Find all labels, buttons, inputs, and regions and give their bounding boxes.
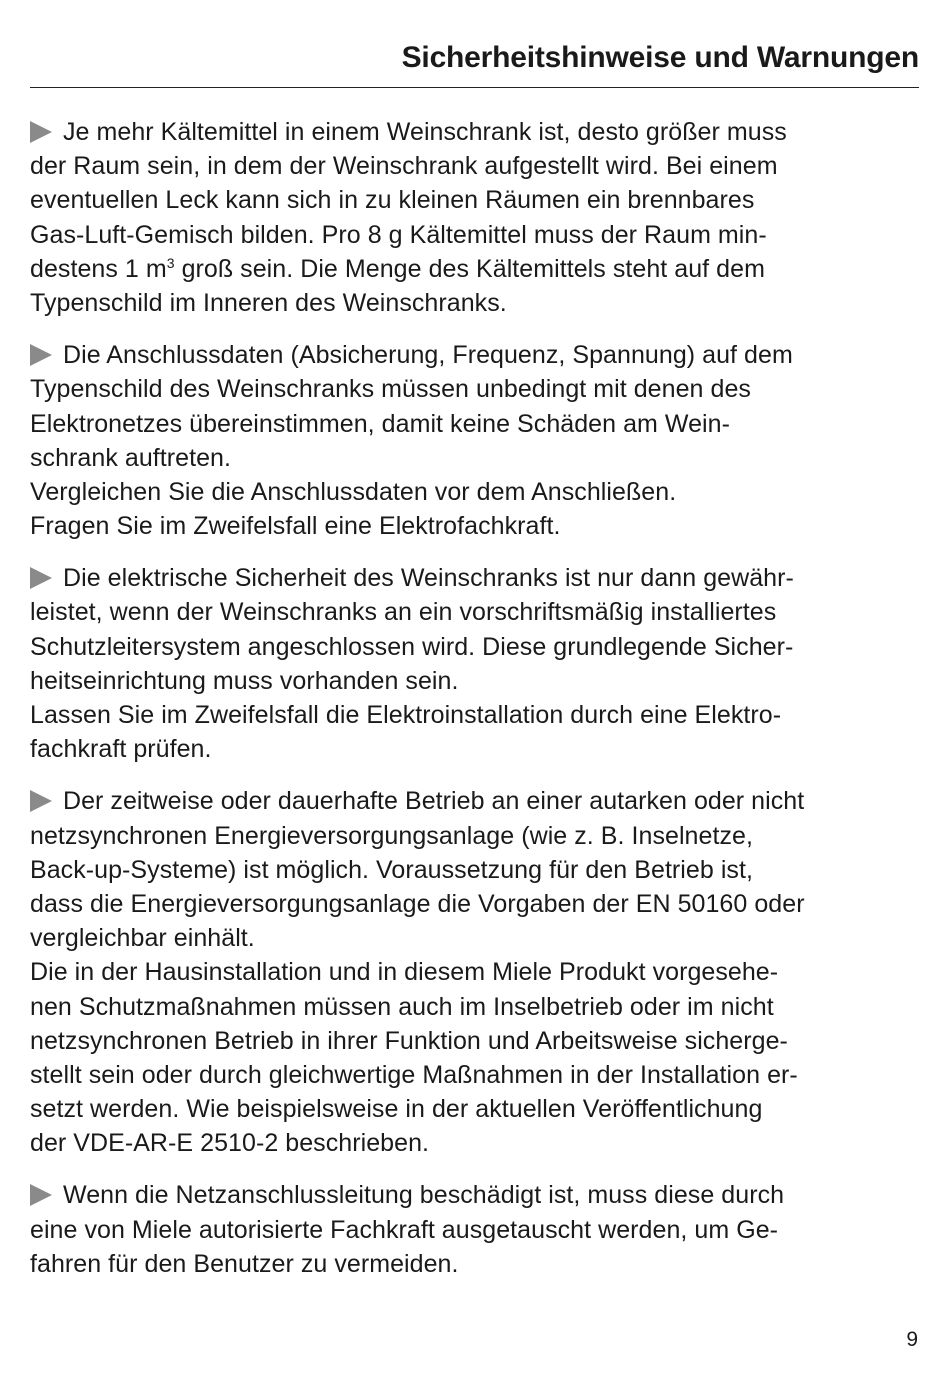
safety-note-island-operation: [30, 784, 922, 1160]
text-line: fahren für den Benutzer zu vermeiden.: [30, 1249, 459, 1278]
text-line: Die elektrische Sicherheit des Weinschranks ist nur dann gewähr-: [30, 561, 922, 595]
text-line: eine von Miele autorisierte Fachkraft ausgetauscht werden, um Ge-: [30, 1215, 779, 1244]
safety-note-electrical-safety: [30, 561, 922, 766]
bullet-arrow-icon: [30, 1184, 52, 1206]
bullet-arrow-icon: [30, 567, 52, 589]
text-line: Der zeitweise oder dauerhafte Betrieb an einer autarken oder nicht: [30, 784, 922, 818]
text-line: Gas-Luft-Gemisch bilden. Pro 8 g Kältemittel muss der Raum min-: [30, 220, 767, 249]
text-line: netzsynchronen Energieversorgungsanlage (wie z. B. Inselnetze,: [30, 821, 753, 850]
text-line: stellt sein oder durch gleichwertige Maßnahmen in der Installation er-: [30, 1060, 798, 1089]
text-line: der Raum sein, in dem der Weinschrank aufgestellt wird. Bei einem: [30, 152, 778, 181]
text-line: schrank auftreten.: [30, 443, 232, 472]
text-line: Wenn die Netzanschlussleitung beschädigt ist, muss diese durch: [30, 1178, 922, 1212]
text-line: Typenschild des Weinschranks müssen unbedingt mit denen des: [30, 375, 751, 404]
text-line: Back-up-Systeme) ist möglich. Voraussetzung für den Betrieb ist,: [30, 855, 753, 884]
text-line: fachkraft prüfen.: [30, 735, 212, 764]
text-line: leistet, wenn der Weinschranks an ein vorschriftsmäßig installiertes: [30, 598, 777, 627]
text-line: Die Anschlussdaten (Absicherung, Frequenz, Spannung) auf dem: [30, 338, 922, 372]
text-line: eventuellen Leck kann sich in zu kleinen Räumen ein brennbares: [30, 186, 755, 215]
page-title: Sicherheitshinweise und Warnungen: [401, 41, 919, 74]
text-line: der VDE-AR-E 2510-2 beschrieben.: [30, 1129, 430, 1158]
text-line: setzt werden. Wie beispielsweise in der aktuellen Veröffentlichung: [30, 1095, 763, 1124]
superscript: 3: [166, 254, 175, 271]
text-line: heitseinrichtung muss vorhanden sein.: [30, 666, 459, 695]
text-line: Die in der Hausinstallation und in diesem Miele Produkt vorgesehe-: [30, 958, 779, 987]
text-line: Schutzleitersystem angeschlossen wird. Diese grundlegende Sicher-: [30, 632, 794, 661]
text-line: dass die Energieversorgungsanlage die Vorgaben der EN 50160 oder: [30, 889, 805, 918]
bullet-arrow-icon: [30, 790, 52, 812]
text-line: Fragen Sie im Zweifelsfall eine Elektrofachkraft.: [30, 512, 561, 541]
text-line: nen Schutzmaßnahmen müssen auch im Inselbetrieb oder im nicht: [30, 992, 774, 1021]
safety-note-connection-data: [30, 338, 922, 543]
text-line: vergleichbar einhält.: [30, 924, 255, 953]
text-line: Je mehr Kältemittel in einem Weinschrank ist, desto größer muss: [30, 115, 922, 149]
page-number: 9: [906, 1328, 918, 1351]
document-body: [30, 115, 922, 1299]
text-line: Lassen Sie im Zweifelsfall die Elektroinstallation durch eine Elektro-: [30, 701, 782, 729]
safety-note-refrigerant: [30, 115, 922, 320]
text-line: Elektronetzes übereinstimmen, damit keine Schäden am Wein-: [30, 409, 730, 438]
bullet-arrow-icon: [30, 121, 52, 143]
text-line: Vergleichen Sie die Anschlussdaten vor dem Anschließen.: [30, 477, 677, 506]
safety-note-power-cable: [30, 1178, 922, 1281]
text-line: destens 1 $m^3$ groß sein. Die Menge des Kältemittels steht auf dem: [30, 254, 765, 283]
page-header: [30, 38, 919, 88]
text-line: netzsynchronen Betrieb in ihrer Funktion und Arbeitsweise sicherge-: [30, 1026, 788, 1055]
bullet-arrow-icon: [30, 344, 52, 366]
text-line: Typenschild im Inneren des Weinschranks.: [30, 288, 507, 317]
